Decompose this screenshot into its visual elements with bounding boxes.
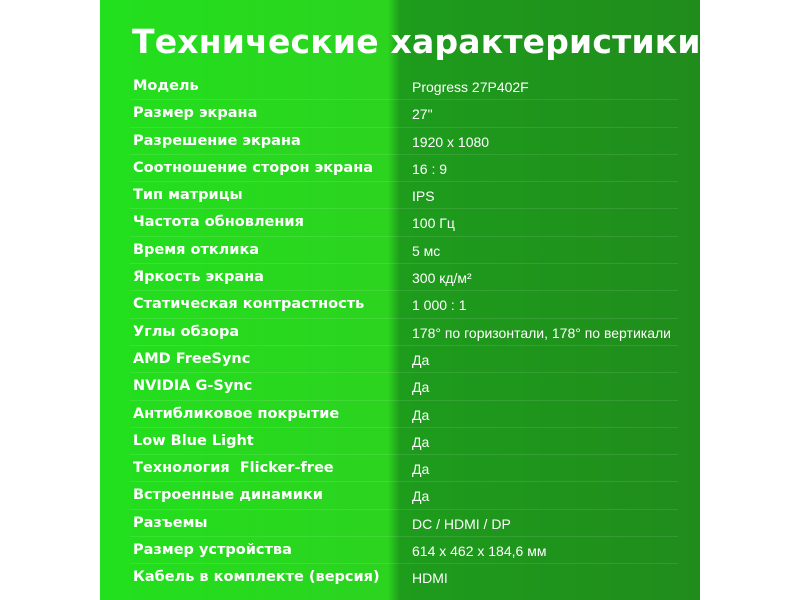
spec-value: IPS [412,188,435,205]
spec-label: Кабель в комплекте (версия) [133,569,380,586]
spec-label: Low Blue Light [133,432,254,449]
spec-label: Размер экрана [133,105,258,122]
spec-value: Да [412,461,430,478]
spec-row [130,237,678,264]
spec-label: Частота обновления [133,214,304,231]
spec-label: Углы обзора [133,323,240,340]
spec-value: Да [412,488,430,505]
spec-value: Да [412,351,430,368]
spec-row [130,346,678,373]
spec-label: Соотношение сторон экрана [133,159,374,176]
spec-label: Встроенные динамики [133,487,323,504]
spec-label: Статическая контрастность [133,296,365,313]
spec-row [130,264,678,291]
spec-label: Технология Flicker-free [133,460,334,477]
spec-row [130,564,678,591]
spec-label: Модель [133,78,199,94]
spec-label: Тип матрицы [133,187,243,204]
spec-value: HDMI [412,570,448,587]
spec-value: 5 мс [412,242,441,259]
spec-panel [100,0,700,600]
spec-row [130,73,678,100]
spec-row [130,100,678,127]
spec-value: DC / HDMI / DP [412,515,511,532]
spec-label: Разрешение экрана [133,132,301,149]
spec-value: Да [412,379,430,396]
spec-row [130,291,678,318]
spec-label: AMD FreeSync [133,350,251,367]
spec-value: Да [412,433,430,450]
spec-label: Размер устройства [133,542,292,559]
spec-value: 300 кд/м² [412,270,472,287]
spec-value: Да [412,406,430,423]
spec-label: Антибликовое покрытие [133,405,340,422]
spec-row [130,373,678,400]
spec-value: Progress 27P402F [412,79,529,95]
spec-value: 16 : 9 [412,160,448,177]
spec-label: Время отклика [133,241,260,258]
page-title: Технические характеристики [132,22,701,61]
spec-row [130,510,678,537]
spec-value: 27" [412,106,433,123]
spec-row [130,455,678,482]
spec-row [130,182,678,209]
spec-label: Яркость экрана [133,269,264,286]
spec-row [130,537,678,564]
spec-row [130,319,678,346]
spec-row [130,401,678,428]
spec-label: NVIDIA G-Sync [133,378,253,395]
spec-value: 100 Гц [412,215,455,232]
spec-row [130,209,678,236]
spec-label: Разъемы [133,514,208,531]
spec-row [130,155,678,182]
spec-value: 1 000 : 1 [412,297,467,314]
spec-row [130,128,678,155]
spec-row [130,482,678,509]
spec-value: 614 x 462 x 184,6 мм [412,543,547,560]
spec-table [130,73,678,592]
spec-value: 1920 x 1080 [412,133,490,150]
spec-value: 178° по горизонтали, 178° по вертикали [412,324,671,341]
spec-row [130,428,678,455]
